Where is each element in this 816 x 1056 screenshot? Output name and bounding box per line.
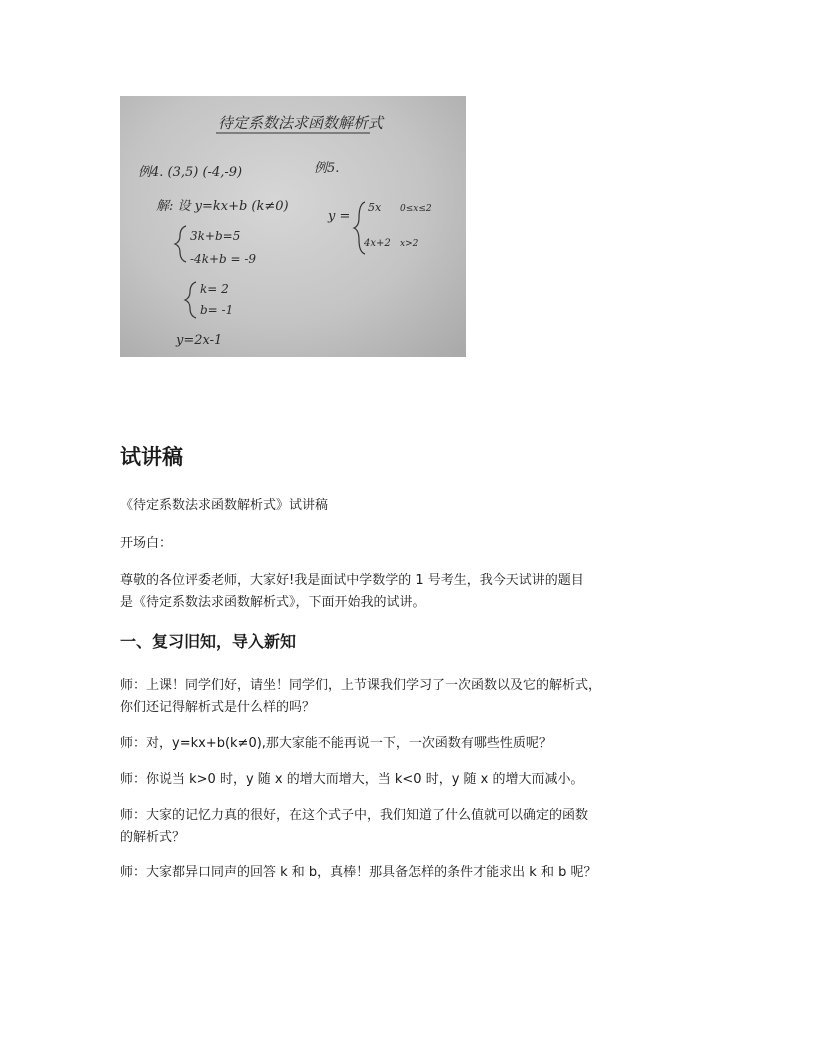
teacher-4-line-1: 师：大家的记忆力真的很好，在这个式子中，我们知道了什么值就可以确定的函数 bbox=[120, 808, 589, 823]
opening-label: 开场白： bbox=[120, 536, 173, 551]
teacher-1-line-1: 师：上课！同学们好，请坐！同学们，上节课我们学习了一次函数以及它的解析式， bbox=[120, 678, 602, 693]
opening-line-1: 尊敬的各位评委老师，大家好!我是面试中学数学的 1 号考生，我今天试讲的题目 bbox=[120, 573, 584, 588]
photo-result: y=2x-1 bbox=[176, 333, 223, 348]
teacher-4-line-2: 的解析式？ bbox=[120, 830, 186, 845]
photo-piecewise-y: y = bbox=[328, 209, 351, 224]
photo-case-2: 4x+2 bbox=[364, 238, 391, 249]
teacher-paragraph-5: 师：大家都异口同声的回答 k 和 b，真棒！那具备怎样的条件才能求出 k 和 b 呢？ bbox=[120, 865, 597, 880]
photo-equation-1: 3k+b=5 bbox=[190, 229, 241, 243]
photo-title: 待定系数法求函数解析式 bbox=[218, 114, 384, 132]
photo-equation-2: -4k+b = -9 bbox=[190, 252, 257, 266]
teacher-paragraph-4 bbox=[120, 805, 700, 849]
photo-solution: 解: 设 y=kx+b (k≠0) bbox=[156, 199, 289, 214]
photo-example-4: 例4. (3,5) (-4,-9) bbox=[138, 165, 243, 180]
teacher-paragraph-2: 师：对，y=kx+b(k≠0),那大家能不能再说一下，一次函数有哪些性质呢？ bbox=[120, 736, 552, 751]
photo-condition-1: 0≤x≤2 bbox=[400, 204, 432, 214]
teacher-paragraph-3: 师：你说当 k>0 时，y 随 x 的增大而增大，当 k<0 时，y 随 x 的增大而减小。 bbox=[120, 772, 584, 787]
photo-condition-2: x>2 bbox=[400, 239, 419, 249]
whiteboard-photo bbox=[120, 96, 466, 357]
photo-example-5: 例5. bbox=[314, 161, 340, 176]
opening-line-2: 是《待定系数法求函数解析式》，下面开始我的试讲。 bbox=[120, 595, 426, 610]
whiteboard-handwriting bbox=[120, 96, 466, 357]
teacher-paragraph-1 bbox=[120, 675, 700, 719]
page-title: 试讲稿 bbox=[120, 445, 183, 469]
photo-b-value: b= -1 bbox=[200, 303, 234, 317]
document-subtitle: 《待定系数法求函数解析式》试讲稿 bbox=[120, 498, 329, 513]
opening-paragraph bbox=[120, 570, 700, 614]
photo-k-value: k= 2 bbox=[200, 282, 229, 296]
section-heading-1: 一、复习旧知，导入新知 bbox=[120, 632, 297, 651]
photo-case-1: 5x bbox=[368, 201, 382, 214]
teacher-1-line-2: 你们还记得解析式是什么样的吗？ bbox=[120, 700, 316, 715]
